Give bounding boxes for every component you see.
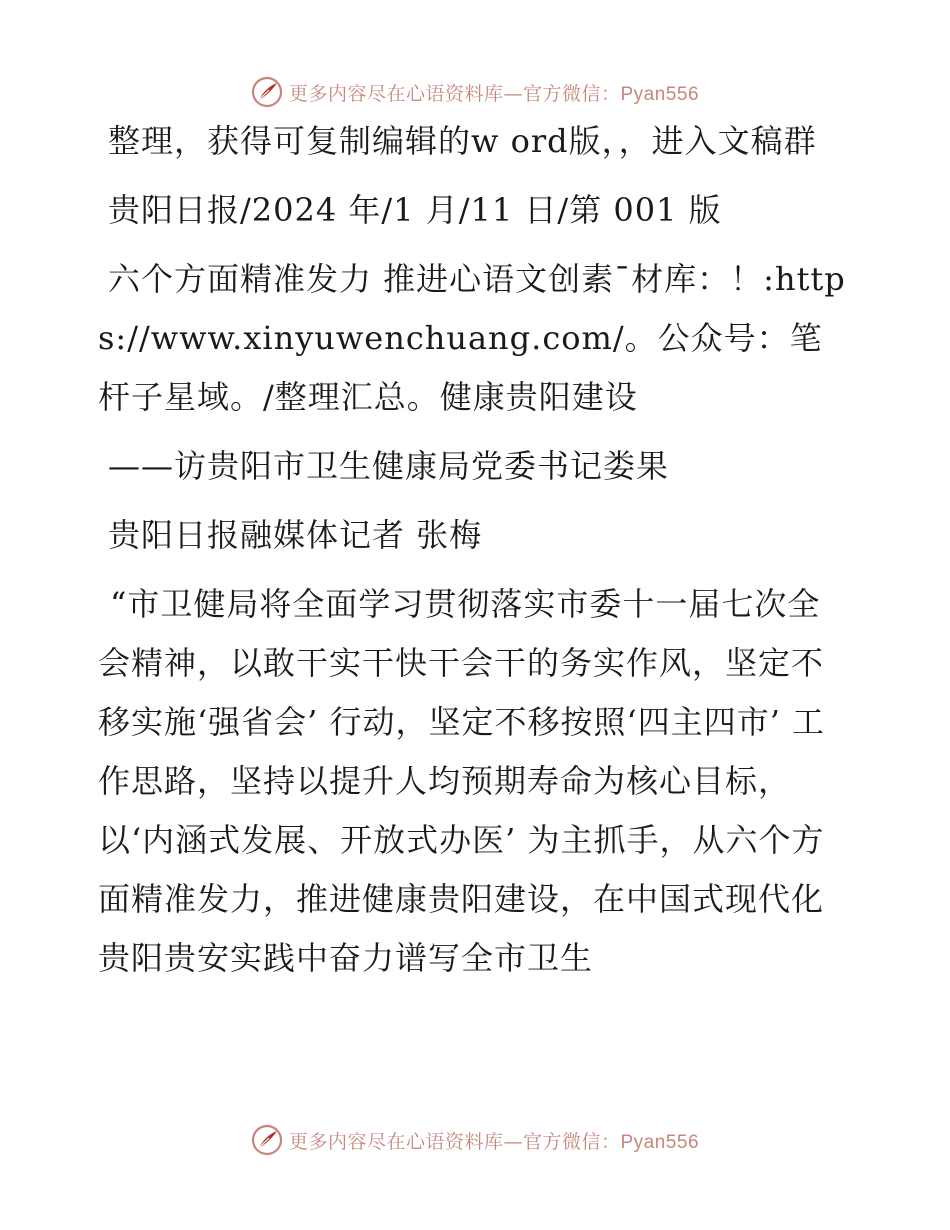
document-body <box>98 112 853 998</box>
watermark-wechat-id: Pyan556 <box>620 83 700 105</box>
article-subtitle: ——访贵阳市卫生健康局党委书记娄果 <box>108 447 670 485</box>
watermark-text: 更多内容尽在心语资料库—官方微信：Pyan556 <box>288 82 700 105</box>
body-paragraph: “市卫健局将全面学习贯彻落实市委十一届七次全会精神，以敢干实干快干会干的务实作风，坚定不移实施‘强省会’ 行动，坚定不移按照‘四主四市’ 工作思路，坚持以提升人均预期寿命为核心目标，以‘内涵式发展、开放式办医’ 为主抓手，从六个方面精准发力，推进健康贵阳建设，在中国式现代化贵阳贵安实践中奋力谱写全市卫生 <box>98 585 826 977</box>
watermark-text: 更多内容尽在心语资料库—官方微信：Pyan556 <box>288 1130 700 1153</box>
article-byline: 贵阳日报融媒体记者 张梅 <box>108 516 483 554</box>
feather-pen-logo-icon <box>251 1124 283 1156</box>
article-title: 六个方面精准发力 推进心语文创素¯材库：！:https://www.xinyuwenchuang.com/。公众号：笔杆子星域。/整理汇总。健康贵阳建设 <box>98 260 846 416</box>
newspaper-dateline: 贵阳日报/2024 年/1 月/11 日/第 001 版 <box>108 191 722 229</box>
watermark-footer <box>0 1118 950 1162</box>
intro-note: 整理，获得可复制编辑的w ord版，，进入文稿群 <box>108 122 817 160</box>
feather-pen-logo-icon <box>251 76 283 108</box>
watermark-wechat-id: Pyan556 <box>620 1131 700 1153</box>
watermark-header <box>0 70 950 114</box>
